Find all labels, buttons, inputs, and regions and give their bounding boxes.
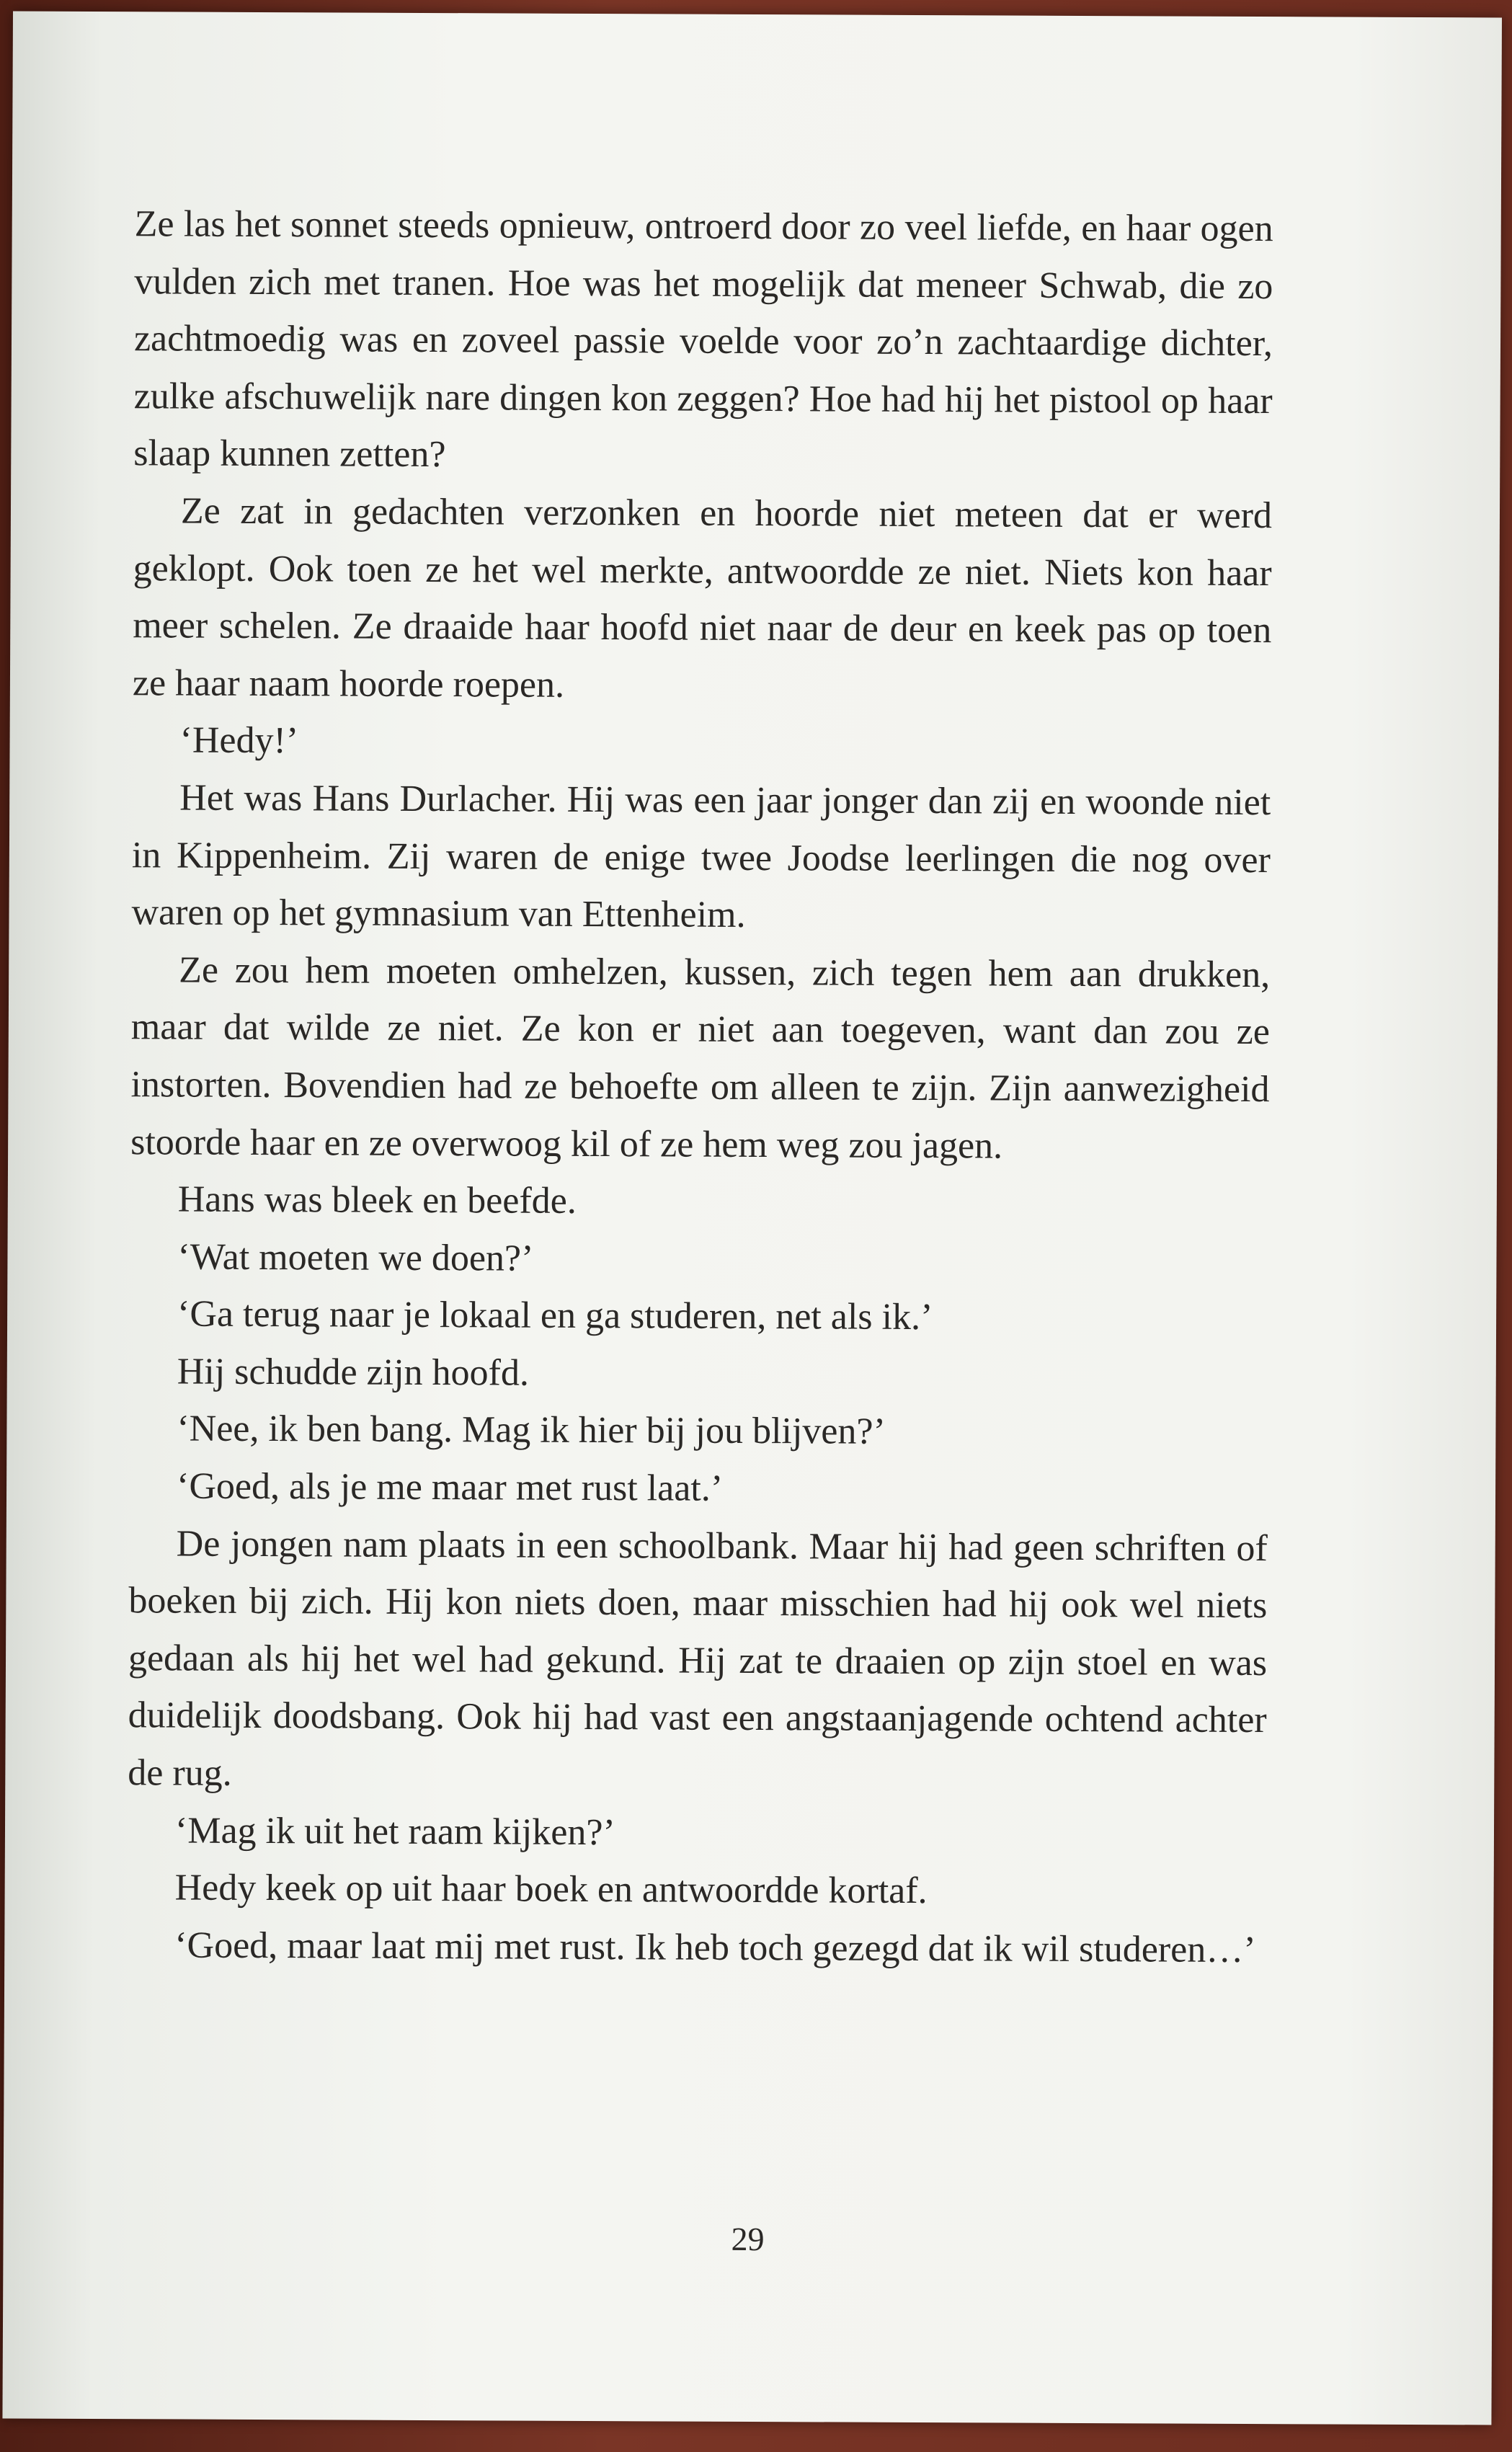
paragraph: Het was Hans Durlacher. Hij was een jaar jonger dan zij en woonde niet in Kippenheim. Zij waren de enige twee Joodse leerlingen die nog over waren op het gymnasium van Ettenheim. [131,777,1271,936]
paragraph: Ze zou hem moeten omhelzen, kussen, zich tegen hem aan drukken, maar dat wilde ze niet. Ze kon er niet aan toegeven, want dan zou ze instorten. Bovendien had ze behoefte om alleen te zijn. Zijn aanwezigheid stoorde haar en ze overwoog kil of ze hem weg zou jagen. [130,949,1271,1166]
paragraph: ‘Wat moeten we doen?’ [177,1236,534,1279]
paragraph: ‘Ga terug naar je lokaal en ga studeren, net als ik.’ [177,1293,933,1338]
paragraph: ‘Goed, als je me maar met rust laat.’ [176,1465,724,1509]
paragraph: ‘Mag ik uit het raam kijken?’ [174,1810,615,1853]
paragraph: Ze las het sonnet steeds opnieuw, ontroerd door zo veel liefde, en haar ogen vulden zich met tranen. Hoe was het mogelijk dat meneer Schwab, die zo zachtmoedig was en zoveel passie voelde voor zo’n zachtaardige dichter, zulke afschuwelijk nare dingen kon zeggen? Hoe had hij het pistool op haar slaap kunnen zetten? [133,203,1273,476]
book-page [2,11,1502,2425]
page-number: 29 [731,2220,765,2258]
paragraph: Hij schudde zijn hoofd. [177,1351,530,1394]
paragraph: Ze zat in gedachten verzonken en hoorde niet meteen dat er werd geklopt. Ook toen ze het wel merkte, antwoordde ze niet. Niets kon haar meer schelen. Ze draaide haar hoofd niet naar de deur en keek pas op toen ze haar naam hoorde roepen. [132,490,1273,706]
paragraph: ‘Nee, ik ben bang. Mag ik hier bij jou blijven?’ [177,1408,886,1453]
paragraph: Hedy keek op uit haar boek en antwoordde kortaf. [174,1867,928,1912]
body-text [127,195,1273,1978]
paragraph: Hans was bleek en beefde. [177,1178,577,1222]
paragraph: ‘Hedy!’ [179,719,299,762]
paragraph: De jongen nam plaats in een schoolbank. Maar hij had geen schriften of boeken bij zich. Hij kon niets doen, maar misschien had hij ook wel niets gedaan als hij het wel had gekund. Hij zat te draaien op zijn stoel en was duidelijk doodsbang. Ook hij had vast een angstaanjagende ochtend achter de rug. [128,1523,1268,1794]
paragraph: ‘Goed, maar laat mij met rust. Ik heb toch gezegd dat ik wil studeren…’ [174,1924,1256,1971]
